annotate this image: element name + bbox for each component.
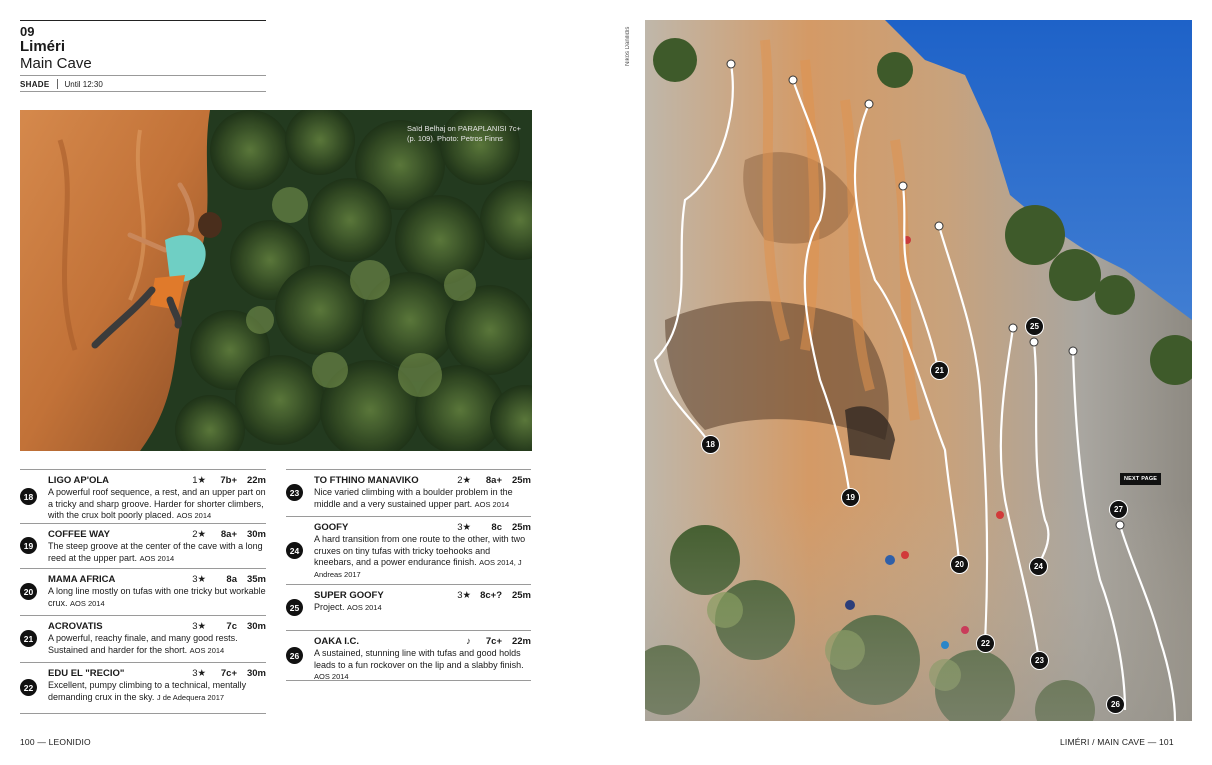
route-number-badge: 25: [286, 599, 303, 616]
page-footer-right: LIMÉRI / MAIN CAVE — 101: [1060, 737, 1174, 747]
route-description: [48, 541, 266, 564]
route-first-ascent: J de Adequera 2017: [156, 692, 225, 702]
route-entry: [286, 469, 531, 516]
route-length: 22m: [246, 475, 266, 486]
topo-badge-19: 19: [841, 488, 860, 507]
topo-badge-21: 21: [930, 361, 949, 380]
route-entry: [20, 568, 266, 615]
topo-badge-25: 25: [1025, 317, 1044, 336]
crag-topo-art: [645, 20, 1192, 721]
route-divider: [20, 615, 266, 616]
route-length: 25m: [511, 590, 531, 601]
shade-label: SHADE: [20, 79, 50, 89]
route-name: GOOFY: [314, 522, 349, 533]
route-first-ascent: AOS 2014: [139, 553, 175, 563]
route-divider: [286, 469, 531, 470]
topo-badge-20: 20: [950, 555, 969, 574]
route-description: [314, 648, 531, 683]
topo-badge-26: 26: [1106, 695, 1125, 714]
route-description-text: Project.: [314, 602, 345, 612]
route-stars: 2★: [192, 529, 206, 540]
route-description-text: A powerful roof sequence, a rest, and an upper part on a tricky and sharp groove. Harder for shorter climbers, with the crux bolt poorly placed.: [48, 487, 266, 520]
route-description-text: Excellent, pumpy climbing to a technical, mentally demanding crux in the sky.: [48, 680, 247, 702]
route-divider: [20, 469, 266, 470]
route-length: 35m: [246, 574, 266, 585]
route-description-text: Nice varied climbing with a boulder problem in the middle and a very sustained upper part.: [314, 487, 513, 509]
route-list-end-rule: [286, 680, 531, 681]
route-entry: [20, 615, 266, 662]
route-name: EDU EL "RECIO": [48, 668, 125, 679]
route-number-badge: 20: [20, 583, 37, 600]
shade-value: Until 12:30: [64, 79, 103, 89]
route-stars: 3★: [457, 522, 471, 533]
route-grade: 7c+: [220, 668, 237, 679]
photo-caption: Saïd Belhaj on PARAPLANISI 7c+ (p. 109). Photo: Petros Finns: [407, 124, 521, 143]
route-description-text: The steep groove at the center of the cave with a long reed at the upper part.: [48, 541, 263, 563]
route-grade: 7b+: [220, 475, 237, 486]
route-grade: 8a+: [485, 475, 502, 486]
route-first-ascent: AOS 2014: [314, 672, 349, 681]
section-number: 09: [20, 24, 35, 39]
route-first-ascent: AOS 2014: [176, 511, 212, 520]
route-divider: [20, 662, 266, 663]
route-name: COFFEE WAY: [48, 529, 110, 540]
route-grade: 8a: [226, 574, 237, 585]
route-entry: [20, 469, 266, 523]
route-number-badge: 21: [20, 630, 37, 647]
route-first-ascent: AOS 2014: [474, 499, 510, 509]
route-description: [48, 586, 266, 609]
route-number-badge: 23: [286, 484, 303, 501]
header-rule-mid: [20, 75, 266, 76]
topo-badge-27: 27: [1109, 500, 1128, 519]
route-divider: [286, 630, 531, 631]
route-number-badge: 18: [20, 488, 37, 505]
route-number-badge: 22: [20, 679, 37, 696]
route-number-badge: 24: [286, 542, 303, 559]
route-stars: 2★: [457, 475, 471, 486]
header-rule-top: [20, 20, 266, 21]
route-description: [314, 534, 531, 580]
route-stars: 1★: [192, 475, 206, 486]
route-first-ascent: AOS 2014: [189, 645, 225, 655]
route-entry: [286, 516, 531, 584]
next-page-label: NEXT PAGE: [1120, 473, 1161, 485]
route-stars: 3★: [192, 621, 206, 632]
route-description: [48, 680, 266, 703]
route-grade: 8a+: [220, 529, 237, 540]
route-list-left: [20, 469, 266, 714]
topo-badge-23: 23: [1030, 651, 1049, 670]
section-title: Liméri: [20, 38, 66, 55]
route-divider: [286, 516, 531, 517]
route-length: 30m: [246, 529, 266, 540]
topo-badge-22: 22: [976, 634, 995, 653]
route-description: [48, 487, 266, 522]
route-divider: [286, 584, 531, 585]
route-list-end-rule: [20, 713, 266, 714]
route-description: [314, 602, 531, 614]
shade-separator: [57, 79, 58, 89]
route-first-ascent: AOS 2014: [347, 603, 382, 612]
route-description-text: A long line mostly on tufas with one tricky but workable crux.: [48, 586, 266, 608]
route-name: ACROVATIS: [48, 621, 103, 632]
photo-credit: Nikos Danilidis: [625, 26, 631, 66]
route-list-right: [286, 469, 531, 684]
route-description: [314, 487, 531, 510]
climber-photo: [20, 110, 532, 451]
route-stars: ♪: [466, 636, 471, 647]
route-description-text: A powerful, reachy finale, and many good rests. Sustained and harder for the short.: [48, 633, 238, 655]
route-name: TO FTHINO MANAVIKO: [314, 475, 419, 486]
route-first-ascent: AOS 2014: [70, 598, 105, 608]
route-length: 22m: [511, 636, 531, 647]
route-number-badge: 26: [286, 647, 303, 664]
route-description: [48, 633, 266, 656]
route-number-badge: 19: [20, 537, 37, 554]
crag-topo-photo: [645, 20, 1192, 721]
route-description-text: A hard transition from one route to the other, with two cruxes on tiny tufas with tricky toehooks and kneebars, and a power endurance finish.: [314, 534, 526, 567]
header-rule-bottom: [20, 91, 266, 92]
route-length: 30m: [246, 668, 266, 679]
shade-info: [20, 79, 103, 89]
route-name: MAMA AFRICA: [48, 574, 116, 585]
route-length: 30m: [246, 621, 266, 632]
topo-badge-24: 24: [1029, 557, 1048, 576]
route-stars: 3★: [192, 668, 206, 679]
route-entry: [286, 630, 531, 680]
route-entry: [286, 584, 531, 630]
route-name: SUPER GOOFY: [314, 590, 384, 601]
route-stars: 3★: [457, 590, 471, 601]
route-length: 25m: [511, 475, 531, 486]
route-grade: 7c+: [485, 636, 502, 647]
route-entry: [20, 523, 266, 568]
route-grade: 8c+?: [480, 590, 502, 601]
route-name: OAKA I.C.: [314, 636, 360, 647]
route-divider: [20, 523, 266, 524]
route-name: LIGO AP'OLA: [48, 475, 110, 486]
climber-photo-art: [20, 110, 532, 451]
route-entry: [20, 662, 266, 712]
page-footer-left: 100 — LEONIDIO: [20, 737, 91, 747]
route-description-text: A sustained, stunning line with tufas and good holds leads to a fun rockover on the lip and a slabby finish.: [314, 648, 524, 670]
topo-badge-18: 18: [701, 435, 720, 454]
route-length: 25m: [511, 522, 531, 533]
route-grade: 7c: [226, 621, 237, 632]
route-stars: 3★: [192, 574, 206, 585]
route-grade: 8c: [491, 522, 502, 533]
section-subtitle: Main Cave: [20, 55, 92, 72]
route-divider: [20, 568, 266, 569]
route-first-ascent: AOS 2014, J Andreas 2017: [314, 558, 522, 579]
